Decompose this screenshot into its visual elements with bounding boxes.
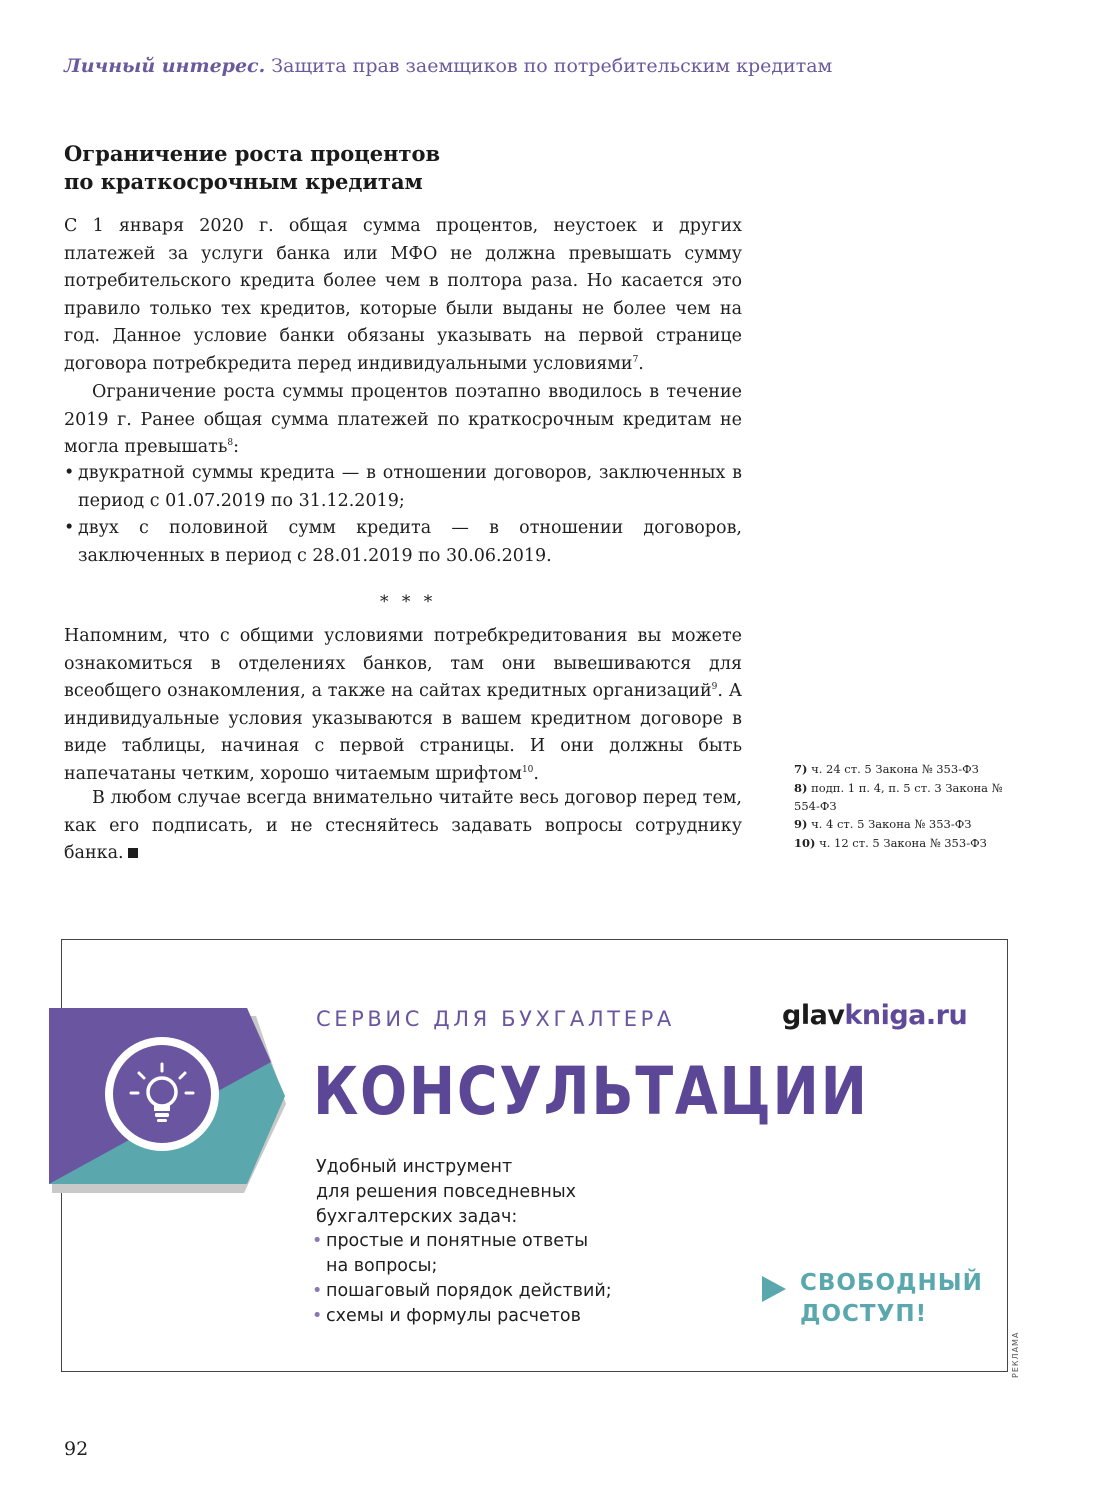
end-mark [128, 848, 138, 858]
footnote-ref-9: 9 [711, 682, 718, 693]
header-subtitle: Защита прав заемщиков по потребительским кредитам [271, 55, 833, 77]
footnote: 10) ч. 12 ст. 5 Закона № 353-ФЗ [794, 836, 987, 851]
footnote: 9) ч. 4 ст. 5 Закона № 353-ФЗ [794, 817, 972, 832]
ad-banner-graphic [49, 1008, 289, 1193]
running-header [64, 55, 832, 77]
footnotes [794, 761, 1014, 854]
play-arrow-icon [762, 1276, 786, 1302]
footnote: 7) ч. 24 ст. 5 Закона № 353-ФЗ [794, 762, 979, 776]
footnote: 8) подп. 1 п. 4, п. 5 ст. 3 Закона № 554-ФЗ [794, 780, 1003, 813]
list-item: • двукратной суммы кредита — в отношении договоров, заключенных в период с 01.07.2019 по 31.12.2019; [64, 463, 742, 511]
ad-bullet: • пошаговый порядок действий; [312, 1280, 612, 1301]
footnote-ref-8: 8 [227, 438, 234, 449]
title-line-2: по краткосрочным кредитам [64, 169, 423, 194]
paragraph-1: С 1 января 2020 г. общая сумма процентов, неустоек и других платежей за услуги банка или МФО не должна превышать сумму потребительского кредита более чем в полтора раза. Но касается это правило только тех кредитов, которые были выданы не более чем на год. Данное условие банки обязаны указывать на первой странице договора потребкредита перед индивидуальными условиями$^7$. [64, 216, 742, 374]
footnote-ref-10: 10 [521, 765, 534, 776]
paragraph-2: Ограничение роста суммы процентов поэтапно вводилось в течение 2019 г. Ранее общая сумма платежей по краткосрочным кредитам не могла превышать$^8$: [64, 382, 742, 458]
ad-description: Удобный инструмент для решения повседневных бухгалтерских задач: • простые и понятные ответы на вопросы; • пошаговый порядок действий; • схемы и формулы расчетов [316, 1155, 612, 1329]
section-title [64, 140, 440, 196]
ad-label: РЕКЛАМА [1011, 1331, 1020, 1378]
paragraph-4: В любом случае всегда внимательно читайте весь договор перед тем, как его подписать, и не стесняйтесь задавать вопросы сотруднику банка. [64, 788, 742, 864]
footnote-ref-7: 7 [632, 355, 639, 366]
ad-title: КОНСУЛЬТАЦИИ [313, 1053, 869, 1130]
title-line-1: Ограничение роста процентов [64, 141, 441, 166]
page-number: 92 [64, 1438, 89, 1460]
header-section: Личный интерес. [64, 55, 266, 77]
ad-bullet: • простые и понятные ответы [312, 1231, 589, 1252]
ad-bullet: • схемы и формулы расчетов [312, 1305, 581, 1326]
limits-list [64, 460, 742, 570]
lightbulb-icon [105, 1037, 219, 1151]
section-separator: * * * [380, 592, 437, 612]
paragraph-3: Напомним, что с общими условиями потребкредитования вы можете ознакомиться в отделениях банков, там они вывешиваются для всеобщего ознакомления, а также на сайтах кредитных организаций$^9$. А индивидуальные условия указываются в вашем кредитном договоре в виде таблицы, начиная с первой страницы. И они должны быть напечатаны четким, хорошо читаемым шрифтом$^{10}$. [64, 626, 742, 784]
ad-service-label: СЕРВИС ДЛЯ БУХГАЛТЕРА [316, 1007, 675, 1031]
ad-site-link[interactable]: glavkniga.ru [782, 1000, 968, 1031]
list-item: • двух с половиной сумм кредита — в отношении договоров, заключенных в период с 28.01.2019 по 30.06.2019. [64, 518, 742, 566]
